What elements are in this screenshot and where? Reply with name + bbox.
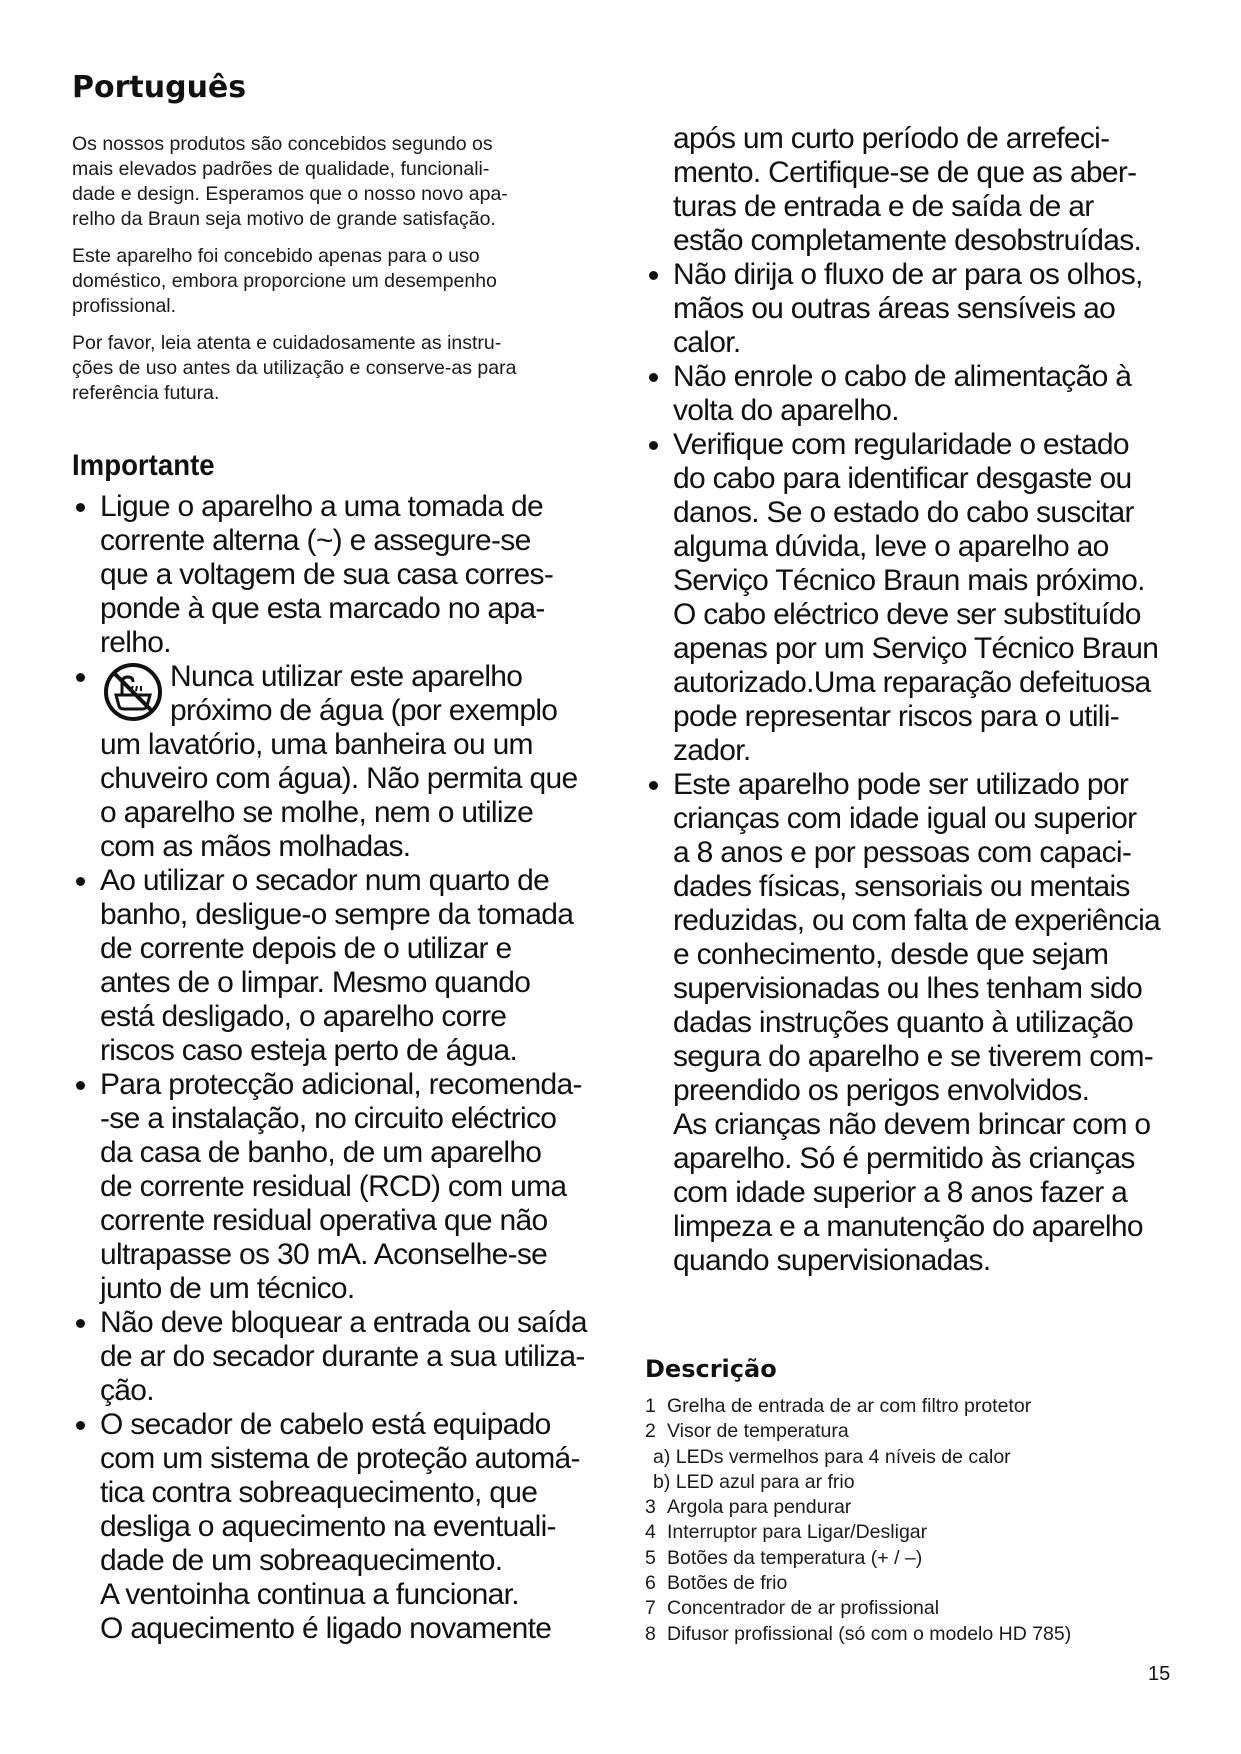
description-item: 7 Concentrador de ar profissional (645, 1597, 940, 1620)
intro-paragraph-read-instructions: Por favor, leia atenta e cuidadosamente as instru- ções de uso antes da utilização e conserve-as para referência futura. (72, 332, 517, 404)
safety-item-overheat-protection: O secador de cabelo está equipado com um sistema de proteção automá- tica contra sobreaquecimento, que desliga o aquecimento na eventuali- dade de um sobreaquecimento. A ventoinha continua a funcionar. O aquecimento é ligado novamente (72, 1408, 612, 1646)
description-list (645, 1394, 1071, 1647)
safety-item-no-water (72, 660, 612, 864)
important-list-left (72, 490, 612, 1646)
section-title-portugues: Português (72, 70, 247, 105)
description-heading: Descrição (645, 1355, 777, 1383)
intro-paragraph-domestic-use: Este aparelho foi concebido apenas para o uso doméstico, embora proporcione um desempenho profissional. (72, 245, 497, 317)
safety-item-children: Este aparelho pode ser utilizado por crianças com idade igual ou superior a 8 anos e por pessoas com capaci- dades físicas, sensoriais ou mentais reduzidas, ou com falta de experiência e conhecimento, desde que sejam supervisionadas ou lhes tenham sido dadas instruções quanto à utilização segura do aparelho e se tiverem com- preendido os perigos envolvidos. As crianças não devem brincar com o aparelho. Só é permitido às crianças com idade superior a 8 anos fazer a limpeza e a manutenção do aparelho quando supervisionadas. (645, 768, 1205, 1278)
description-item: 3 Argola para pendurar (645, 1496, 852, 1519)
right-column (645, 122, 1205, 1278)
safety-item-ac-outlet: Ligue o aparelho a uma tomada de corrente alterna (~) e assegure-se que a voltagem de sua casa corres- ponde à que esta marcado no apa- relho. (72, 490, 612, 660)
page-number: 15 (1148, 1663, 1171, 1685)
description-item: 4 Interruptor para Ligar/Desligar (645, 1521, 928, 1544)
description-subitem: a) LEDs vermelhos para 4 níveis de calor (653, 1445, 1011, 1468)
description-item: 8 Difusor profissional (só com o modelo HD 785) (645, 1622, 1072, 1645)
no-water-bath-icon (100, 659, 166, 725)
important-heading: Importante (72, 449, 215, 482)
no-water-line-rest: um lavatório, uma banheira ou um chuveiro com água). Não permita que o aparelho se molhe, nem o utilize com as mãos molhadas. (100, 728, 578, 863)
safety-item-airflow-block: Não deve bloquear a entrada ou saída de ar do secador durante a sua utiliza- ção. (72, 1306, 612, 1408)
intro-paragraph-quality: Os nossos produtos são concebidos segundo os mais elevados padrões de qualidade, funcionali- dade e design. Esperamos que o nosso novo apa- relho da Braun seja motivo de grande satisfação. (72, 133, 508, 230)
left-column (72, 70, 612, 1646)
description-item: 1 Grelha de entrada de ar com filtro protetor (645, 1395, 1032, 1417)
safety-item-rcd: Para protecção adicional, recomenda- -se a instalação, no circuito eléctrico da casa de banho, de um aparelho de corrente residual (RCD) com uma corrente residual operativa que não ultrapasse os 30 mA. Aconselhe-se junto de um técnico. (72, 1068, 612, 1306)
safety-item-cord-wrap: Não enrole o cabo de alimentação à volta do aparelho. (645, 360, 1205, 428)
no-water-line-1: Nunca utilizar este aparelho (170, 660, 523, 693)
no-water-line-2: próximo de água (por exemplo (170, 694, 558, 727)
description-item: 2 Visor de temperatura (645, 1420, 849, 1443)
safety-item-airflow-eyes: Não dirija o fluxo de ar para os olhos, mãos ou outras áreas sensíveis ao calor. (645, 258, 1205, 360)
description-item: 6 Botões de frio (645, 1572, 788, 1595)
description-subitem: b) LED azul para ar frio (653, 1470, 855, 1493)
safety-item-bathroom-unplug: Ao utilizar o secador num quarto de banho, desligue-o sempre da tomada de corrente depois de o utilizar e antes de o limpar. Mesmo quando está desligado, o aparelho corre riscos caso esteja perto de água. (72, 864, 612, 1068)
safety-item-overheat-continued: após um curto período de arrefeci- mento. Certifique-se de que as aber- turas de entrada e de saída de ar estão completamente desobstruídas. (673, 122, 1142, 257)
description-item: 5 Botões da temperatura (+ / –) (645, 1546, 923, 1569)
safety-item-cord-check: Verifique com regularidade o estado do cabo para identificar desgaste ou danos. Se o estado do cabo suscitar alguma dúvida, leve o aparelho ao Serviço Técnico Braun mais próximo. O cabo eléctrico deve ser substituído apenas por um Serviço Técnico Braun autorizado.Uma reparação defeituosa pode representar riscos para o utili- zador. (645, 428, 1205, 768)
